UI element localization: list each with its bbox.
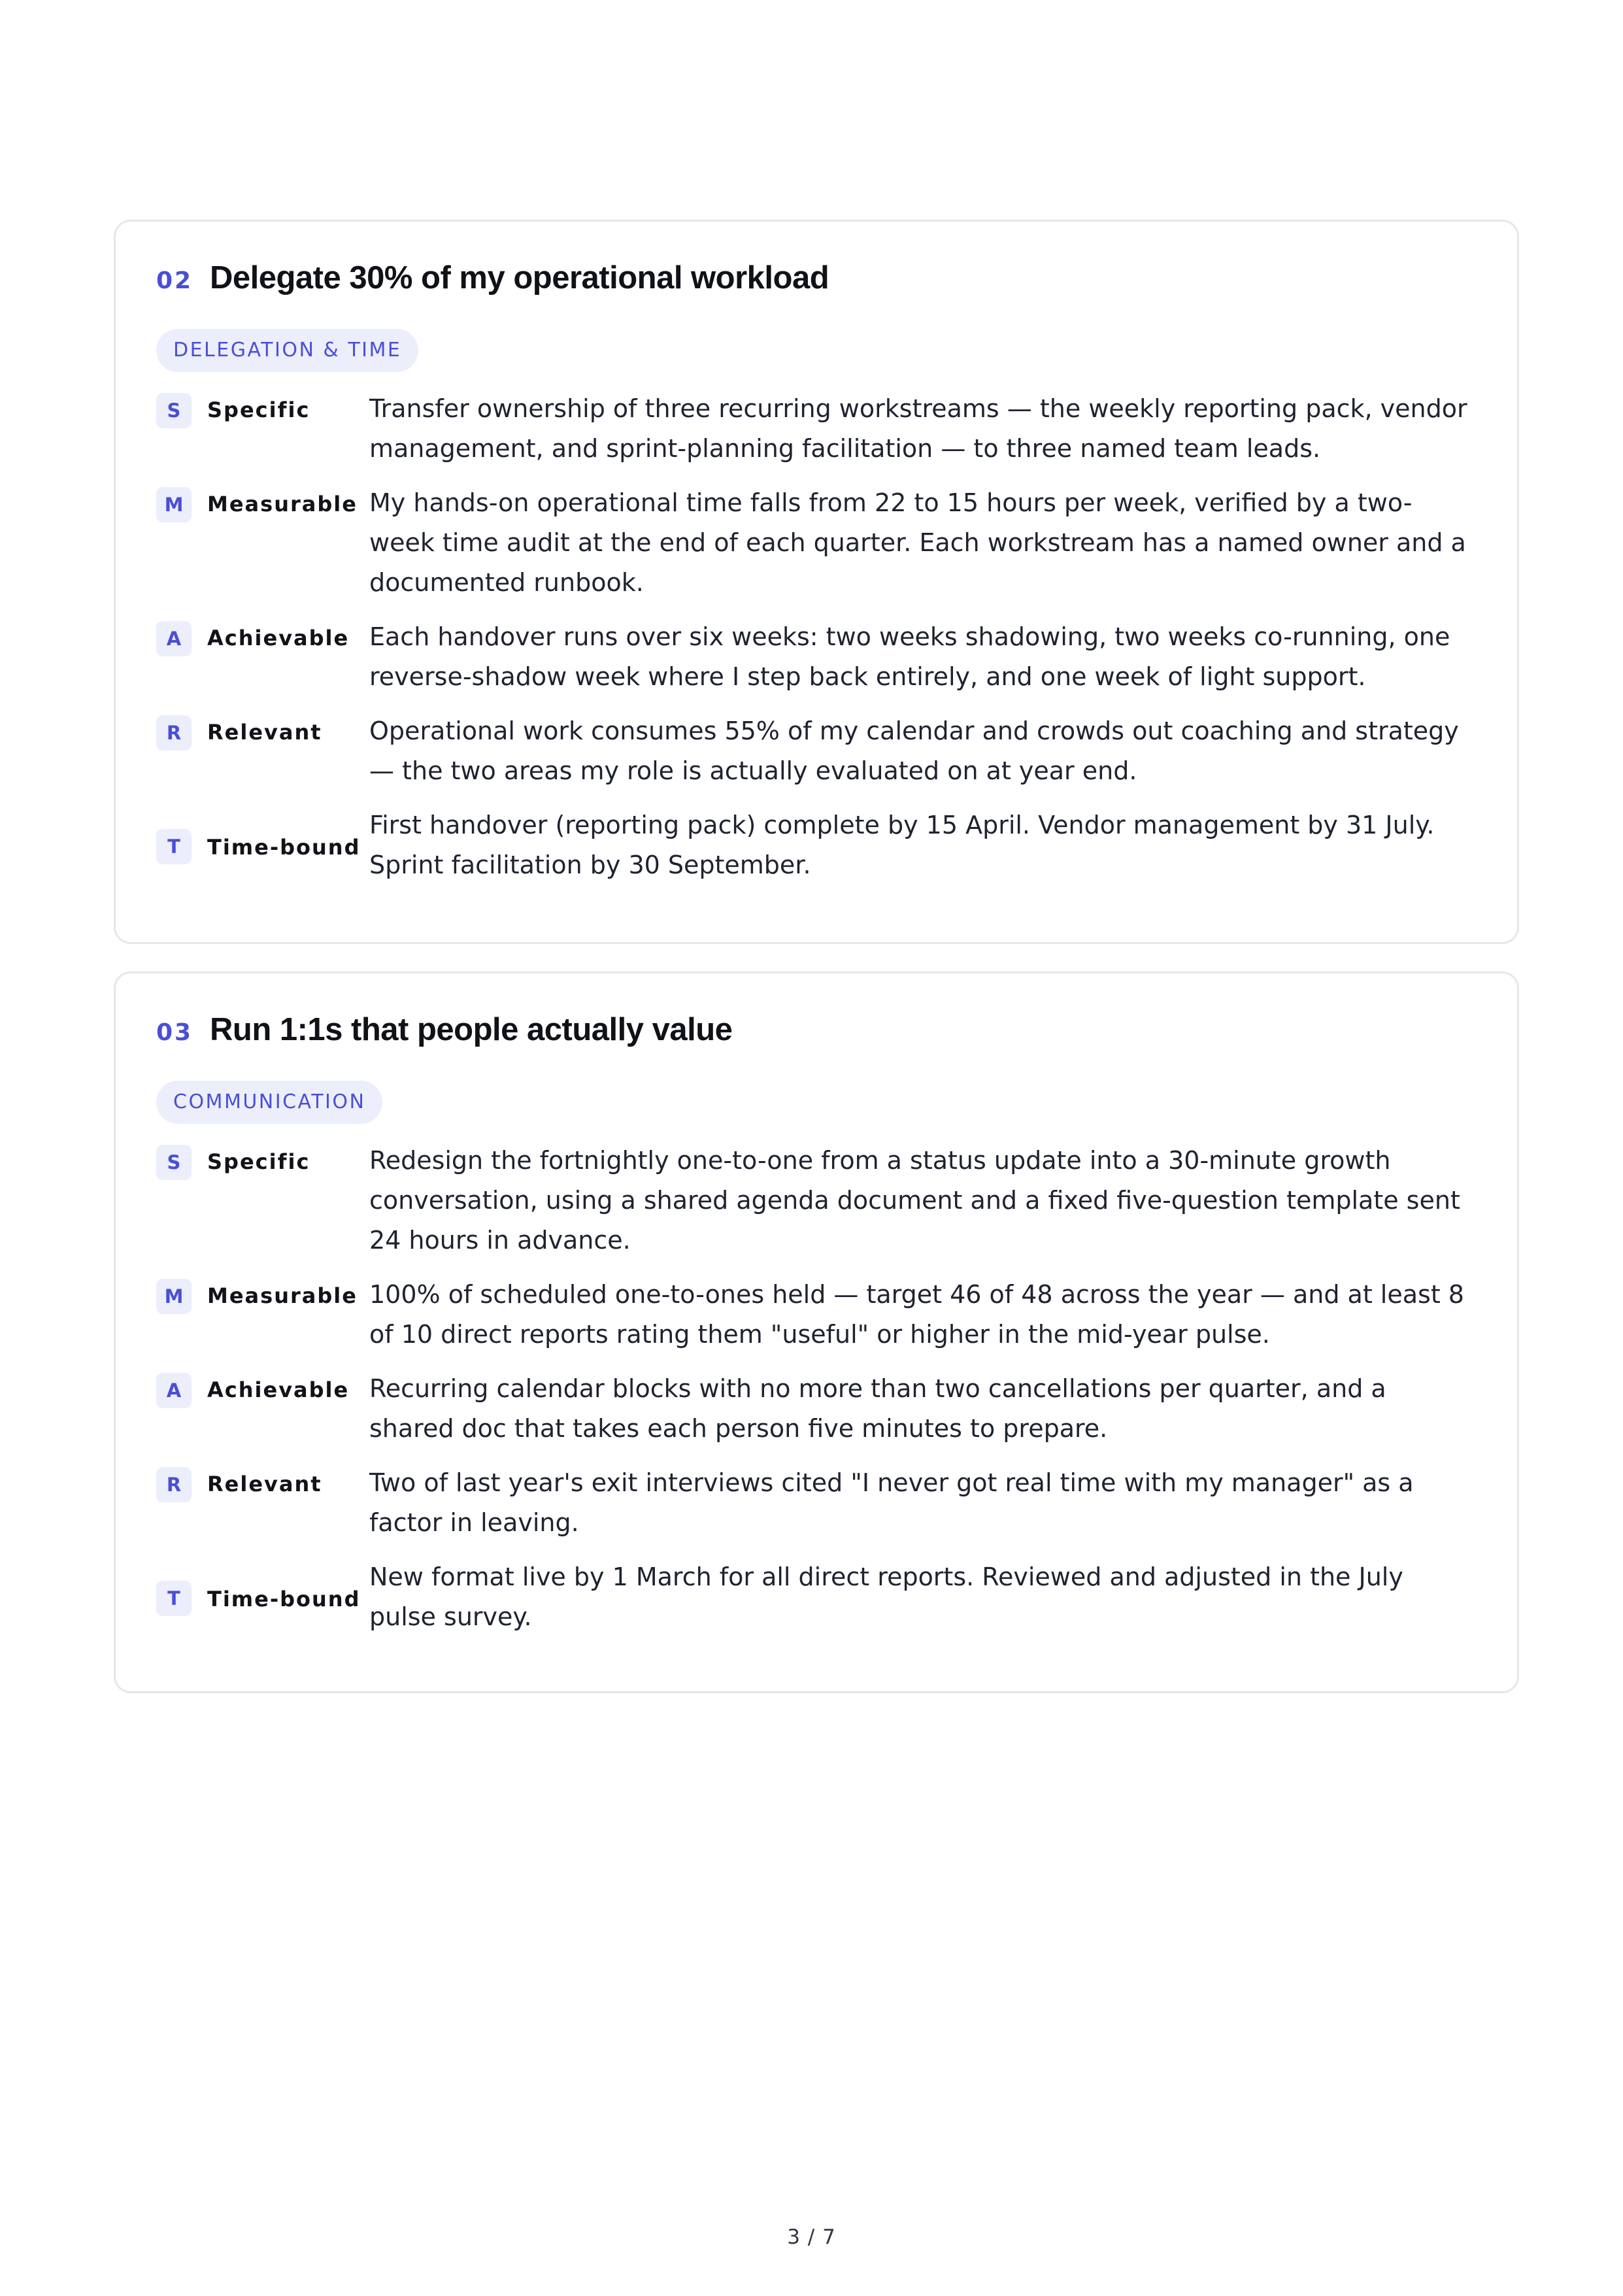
- criterion-letter-badge: A: [156, 621, 192, 656]
- criterion-text: Each handover runs over six weeks: two weeks shadowing, two weeks co-running, one reverse-shadow week where I step back entirely, and one week of light support.: [369, 622, 1450, 691]
- goal-category-tag: DELEGATION & TIME: [156, 329, 418, 372]
- criterion-time-bound: [156, 808, 1477, 885]
- smart-criteria-list: [156, 392, 1477, 885]
- criterion-name: Achievable: [207, 626, 350, 650]
- criterion-letter-badge: M: [156, 1279, 192, 1314]
- criterion-letter-badge: T: [156, 1581, 192, 1616]
- page-number: 3 / 7: [787, 2225, 836, 2249]
- criterion-name: Measurable: [207, 1283, 358, 1308]
- criterion-letter-badge: M: [156, 487, 192, 522]
- criterion-measurable: [156, 486, 1477, 603]
- criterion-measurable: [156, 1277, 1477, 1355]
- criterion-text: Two of last year's exit interviews cited "I never got real time with my manager" as a factor in leaving.: [369, 1468, 1414, 1537]
- criterion-name: Specific: [207, 397, 310, 422]
- criterion-letter-badge: S: [156, 393, 192, 428]
- goal-header: [156, 260, 1477, 312]
- criterion-name: Achievable: [207, 1377, 350, 1402]
- smart-criteria-list: [156, 1143, 1477, 1637]
- criterion-letter-badge: R: [156, 715, 192, 751]
- criterion-text: Redesign the fortnightly one-to-one from a status update into a 30-minute growth conversation, using a shared agenda document and a fixed five-question template sent 24 hours in advance.: [369, 1146, 1460, 1255]
- criterion-letter-badge: R: [156, 1467, 192, 1502]
- criterion-name: Time-bound: [207, 1587, 361, 1612]
- goal-title: Run 1:1s that people actually value: [210, 1012, 733, 1047]
- goal-card-02: [114, 220, 1519, 944]
- criterion-specific: [156, 1143, 1477, 1260]
- goal-title: Delegate 30% of my operational workload: [210, 260, 829, 295]
- criterion-achievable: [156, 1372, 1477, 1449]
- criterion-letter-badge: A: [156, 1373, 192, 1408]
- goal-category-tag: COMMUNICATION: [156, 1081, 382, 1124]
- criterion-text: First handover (reporting pack) complete by 15 April. Vendor management by 31 July. Sprint facilitation by 30 September.: [369, 811, 1435, 879]
- criterion-name: Measurable: [207, 492, 358, 516]
- goal-header: [156, 1011, 1477, 1064]
- criterion-text: My hands-on operational time falls from 22 to 15 hours per week, verified by a two-week time audit at the end of each quarter. Each workstream has a named owner and a documented runbook.: [369, 488, 1466, 597]
- criterion-name: Time-bound: [207, 835, 361, 860]
- criterion-achievable: [156, 620, 1477, 697]
- goal-number: 02: [156, 267, 193, 294]
- criterion-relevant: [156, 714, 1477, 791]
- criterion-text: 100% of scheduled one-to-ones held — target 46 of 48 across the year — and at least 8 of 10 direct reports rating them "useful" or higher in the mid-year pulse.: [369, 1280, 1464, 1349]
- criterion-name: Relevant: [207, 720, 322, 745]
- criterion-relevant: [156, 1466, 1477, 1543]
- criterion-time-bound: [156, 1560, 1477, 1637]
- criterion-specific: [156, 392, 1477, 469]
- criterion-letter-badge: S: [156, 1145, 192, 1180]
- criterion-name: Relevant: [207, 1472, 322, 1496]
- criterion-text: Transfer ownership of three recurring workstreams — the weekly reporting pack, vendor management, and sprint-planning facilitation — to three named team leads.: [369, 394, 1467, 463]
- criterion-letter-badge: T: [156, 829, 192, 864]
- goal-number: 03: [156, 1019, 193, 1046]
- criterion-text: New format live by 1 March for all direct reports. Reviewed and adjusted in the July pulse survey.: [369, 1562, 1403, 1631]
- goal-card-03: [114, 971, 1519, 1693]
- criterion-name: Specific: [207, 1149, 310, 1174]
- criterion-text: Operational work consumes 55% of my calendar and crowds out coaching and strategy — the two areas my role is actually evaluated on at year end.: [369, 717, 1459, 785]
- criterion-text: Recurring calendar blocks with no more than two cancellations per quarter, and a shared doc that takes each person five minutes to prepare.: [369, 1374, 1386, 1443]
